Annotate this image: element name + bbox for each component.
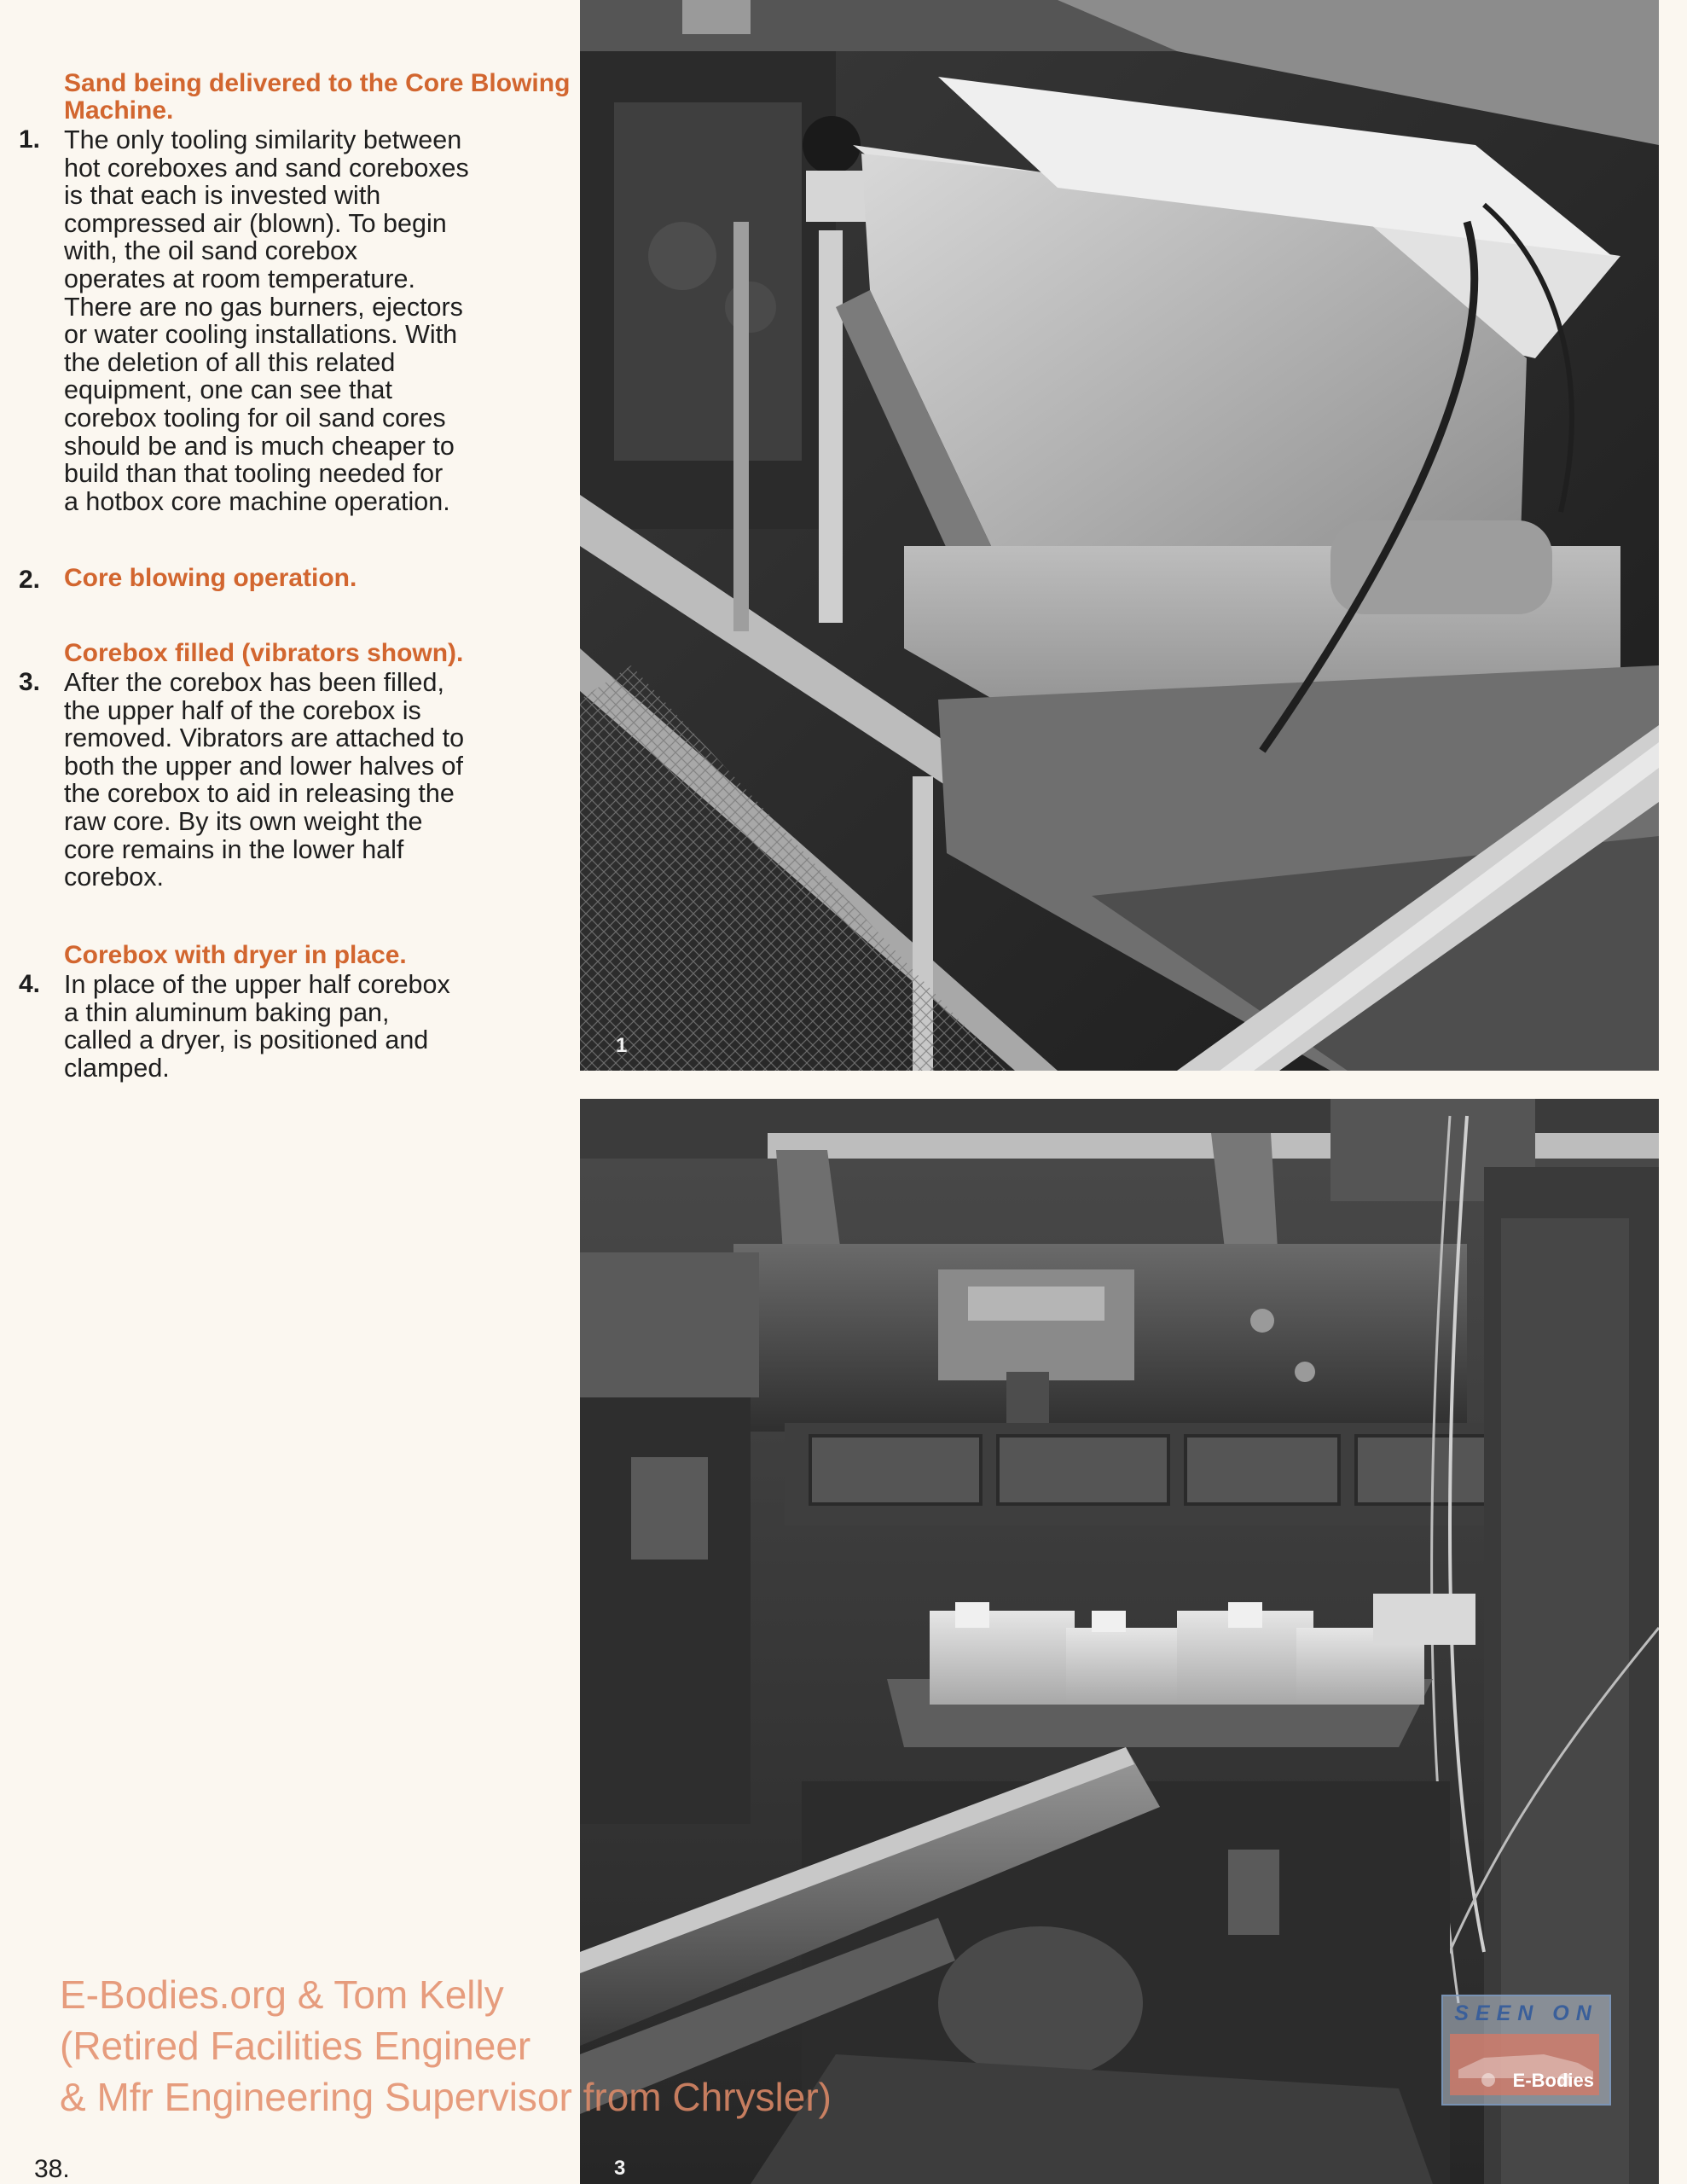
- page-number: 38.: [34, 2155, 70, 2183]
- caption-1-line: or water cooling installations. With: [64, 320, 458, 350]
- photo-2-label: 3: [614, 2157, 626, 2180]
- caption-3-line: the corebox to aid in releasing the: [64, 779, 455, 809]
- photo-sand-delivery-image: [580, 0, 1659, 1071]
- caption-3-line: After the corebox has been filled,: [64, 668, 444, 697]
- caption-1-line: is that each is invested with: [64, 181, 381, 211]
- seen-on-text: SEEN ON: [1454, 2001, 1598, 2025]
- caption-2-number: 2.: [19, 566, 41, 594]
- caption-1-line: The only tooling similarity between: [64, 125, 462, 154]
- caption-4-line: In place of the upper half corebox: [64, 970, 450, 999]
- caption-3-line: raw core. By its own weight the: [64, 806, 423, 836]
- watermark-credit: [60, 1969, 998, 2123]
- watermark-line: & Mfr Engineering Supervisor from Chrysler): [60, 2075, 832, 2119]
- caption-1-line: a hotbox core machine operation.: [64, 486, 450, 516]
- caption-1-line: the deletion of all this related: [64, 347, 396, 377]
- caption-4-body: [64, 971, 576, 1082]
- caption-3-number: 3.: [19, 668, 41, 696]
- caption-4-line: clamped.: [64, 1053, 170, 1083]
- photo-sand-delivery: [580, 0, 1659, 1071]
- watermark-line: E-Bodies.org & Tom Kelly: [60, 1972, 504, 2017]
- caption-4-heading: Corebox with dryer in place.: [64, 941, 407, 969]
- caption-1-line: hot coreboxes and sand coreboxes: [64, 153, 469, 183]
- watermark-line: (Retired Facilities Engineer: [60, 2024, 531, 2068]
- caption-1-line: equipment, one can see that: [64, 375, 392, 405]
- brand-text: E-Bodies: [1512, 2070, 1594, 2091]
- caption-1-line: There are no gas burners, ejectors: [64, 292, 463, 322]
- photo-1-label: 1: [616, 1034, 628, 1057]
- caption-1-body: [64, 126, 576, 515]
- caption-3-line: core remains in the lower half: [64, 834, 404, 864]
- caption-4-number: 4.: [19, 970, 41, 998]
- caption-1-line: compressed air (blown). To begin: [64, 208, 447, 238]
- caption-1-line: corebox tooling for oil sand cores: [64, 403, 446, 433]
- caption-1-heading: Sand being delivered to the Core Blowing Machine.: [64, 69, 571, 125]
- caption-1-line: with, the oil sand corebox: [64, 236, 358, 266]
- caption-3-heading: Corebox filled (vibrators shown).: [64, 639, 464, 667]
- caption-1-line: build than that tooling needed for: [64, 459, 443, 489]
- car-logo-icon: [1450, 2034, 1599, 2095]
- caption-1-number: 1.: [19, 125, 41, 154]
- caption-4-line: called a dryer, is positioned and: [64, 1025, 429, 1055]
- caption-1-line: operates at room temperature.: [64, 264, 415, 293]
- caption-3-line: both the upper and lower halves of: [64, 751, 463, 781]
- seen-on-badge: [1441, 1995, 1611, 2106]
- caption-1-line: should be and is much cheaper to: [64, 431, 455, 461]
- caption-3-line: the upper half of the corebox is: [64, 695, 421, 725]
- caption-3-line: corebox.: [64, 863, 164, 892]
- caption-2-heading: Core blowing operation.: [64, 564, 357, 592]
- caption-3-line: removed. Vibrators are attached to: [64, 723, 465, 753]
- caption-4-line: a thin aluminum baking pan,: [64, 997, 390, 1027]
- caption-3-body: [64, 669, 576, 892]
